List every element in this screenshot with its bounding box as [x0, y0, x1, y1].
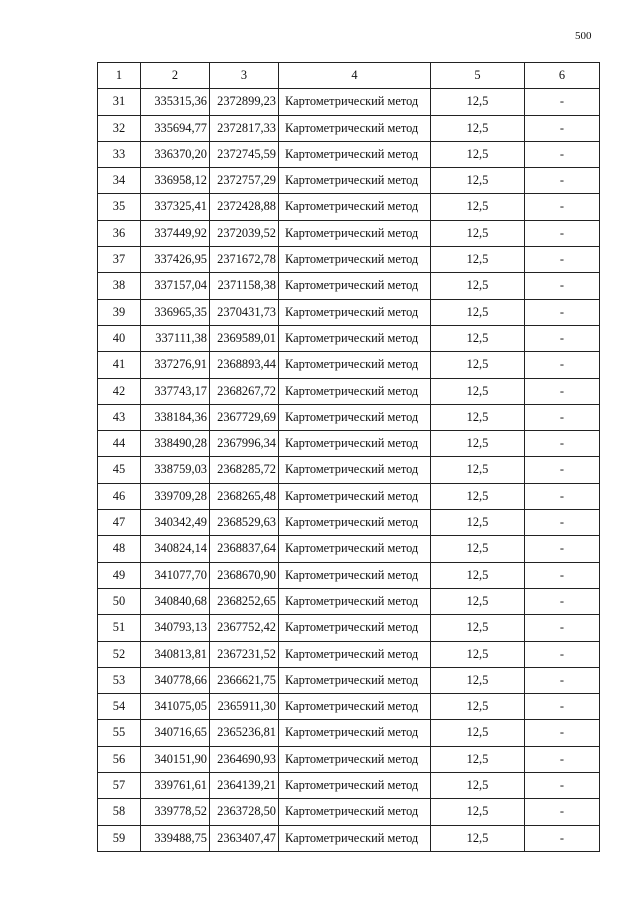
accuracy-cell: 12,5 — [431, 641, 525, 667]
y-coordinate-cell: 2367996,34 — [210, 431, 279, 457]
y-coordinate-cell: 2368670,90 — [210, 562, 279, 588]
description-cell: - — [525, 194, 600, 220]
x-coordinate-cell: 336370,20 — [141, 141, 210, 167]
accuracy-cell: 12,5 — [431, 773, 525, 799]
x-coordinate-cell: 337276,91 — [141, 352, 210, 378]
table-row — [98, 562, 600, 588]
y-coordinate-cell: 2368285,72 — [210, 457, 279, 483]
y-coordinate-cell: 2363407,47 — [210, 825, 279, 851]
table-row — [98, 378, 600, 404]
accuracy-cell: 12,5 — [431, 247, 525, 273]
table-row — [98, 299, 600, 325]
y-coordinate-cell: 2363728,50 — [210, 799, 279, 825]
x-coordinate-cell: 340151,90 — [141, 746, 210, 772]
point-number-cell: 31 — [98, 89, 141, 115]
method-cell: Картометрический метод — [279, 588, 431, 614]
description-cell: - — [525, 115, 600, 141]
y-coordinate-cell: 2372745,59 — [210, 141, 279, 167]
x-coordinate-cell: 339709,28 — [141, 483, 210, 509]
method-cell: Картометрический метод — [279, 694, 431, 720]
point-number-cell: 54 — [98, 694, 141, 720]
description-cell: - — [525, 615, 600, 641]
description-cell: - — [525, 89, 600, 115]
table-row — [98, 536, 600, 562]
point-number-cell: 51 — [98, 615, 141, 641]
x-coordinate-cell: 339761,61 — [141, 773, 210, 799]
method-cell: Картометрический метод — [279, 773, 431, 799]
y-coordinate-cell: 2372757,29 — [210, 168, 279, 194]
x-coordinate-cell: 337111,38 — [141, 325, 210, 351]
y-coordinate-cell: 2369589,01 — [210, 325, 279, 351]
accuracy-cell: 12,5 — [431, 431, 525, 457]
method-cell: Картометрический метод — [279, 720, 431, 746]
y-coordinate-cell: 2368267,72 — [210, 378, 279, 404]
x-coordinate-cell: 340793,13 — [141, 615, 210, 641]
point-number-cell: 57 — [98, 773, 141, 799]
coordinates-table-wrapper — [97, 62, 600, 852]
table-row — [98, 273, 600, 299]
point-number-cell: 48 — [98, 536, 141, 562]
point-number-cell: 58 — [98, 799, 141, 825]
point-number-cell: 39 — [98, 299, 141, 325]
y-coordinate-cell: 2365236,81 — [210, 720, 279, 746]
y-coordinate-cell: 2364690,93 — [210, 746, 279, 772]
x-coordinate-cell: 336958,12 — [141, 168, 210, 194]
column-header: 3 — [210, 63, 279, 89]
method-cell: Картометрический метод — [279, 483, 431, 509]
description-cell: - — [525, 457, 600, 483]
method-cell: Картометрический метод — [279, 168, 431, 194]
accuracy-cell: 12,5 — [431, 562, 525, 588]
y-coordinate-cell: 2368252,65 — [210, 588, 279, 614]
table-row — [98, 115, 600, 141]
x-coordinate-cell: 341077,70 — [141, 562, 210, 588]
x-coordinate-cell: 337743,17 — [141, 378, 210, 404]
point-number-cell: 43 — [98, 404, 141, 430]
table-row — [98, 615, 600, 641]
point-number-cell: 36 — [98, 220, 141, 246]
x-coordinate-cell: 338184,36 — [141, 404, 210, 430]
accuracy-cell: 12,5 — [431, 194, 525, 220]
description-cell: - — [525, 562, 600, 588]
point-number-cell: 45 — [98, 457, 141, 483]
table-row — [98, 141, 600, 167]
x-coordinate-cell: 340824,14 — [141, 536, 210, 562]
x-coordinate-cell: 340840,68 — [141, 588, 210, 614]
description-cell: - — [525, 694, 600, 720]
table-row — [98, 457, 600, 483]
point-number-cell: 34 — [98, 168, 141, 194]
point-number-cell: 41 — [98, 352, 141, 378]
method-cell: Картометрический метод — [279, 510, 431, 536]
description-cell: - — [525, 483, 600, 509]
method-cell: Картометрический метод — [279, 457, 431, 483]
method-cell: Картометрический метод — [279, 536, 431, 562]
table-row — [98, 247, 600, 273]
description-cell: - — [525, 510, 600, 536]
method-cell: Картометрический метод — [279, 562, 431, 588]
table-body — [98, 89, 600, 852]
table-row — [98, 510, 600, 536]
description-cell: - — [525, 588, 600, 614]
description-cell: - — [525, 352, 600, 378]
method-cell: Картометрический метод — [279, 115, 431, 141]
point-number-cell: 33 — [98, 141, 141, 167]
x-coordinate-cell: 340813,81 — [141, 641, 210, 667]
description-cell: - — [525, 667, 600, 693]
x-coordinate-cell: 340716,65 — [141, 720, 210, 746]
y-coordinate-cell: 2372428,88 — [210, 194, 279, 220]
y-coordinate-cell: 2368265,48 — [210, 483, 279, 509]
x-coordinate-cell: 337157,04 — [141, 273, 210, 299]
method-cell: Картометрический метод — [279, 325, 431, 351]
method-cell: Картометрический метод — [279, 352, 431, 378]
description-cell: - — [525, 378, 600, 404]
accuracy-cell: 12,5 — [431, 588, 525, 614]
table-row — [98, 168, 600, 194]
table-row — [98, 799, 600, 825]
y-coordinate-cell: 2368893,44 — [210, 352, 279, 378]
description-cell: - — [525, 168, 600, 194]
table-row — [98, 825, 600, 851]
description-cell: - — [525, 299, 600, 325]
accuracy-cell: 12,5 — [431, 510, 525, 536]
accuracy-cell: 12,5 — [431, 720, 525, 746]
description-cell: - — [525, 825, 600, 851]
description-cell: - — [525, 746, 600, 772]
method-cell: Картометрический метод — [279, 641, 431, 667]
y-coordinate-cell: 2367752,42 — [210, 615, 279, 641]
description-cell: - — [525, 220, 600, 246]
point-number-cell: 37 — [98, 247, 141, 273]
y-coordinate-cell: 2367729,69 — [210, 404, 279, 430]
method-cell: Картометрический метод — [279, 194, 431, 220]
description-cell: - — [525, 641, 600, 667]
method-cell: Картометрический метод — [279, 220, 431, 246]
table-row — [98, 746, 600, 772]
accuracy-cell: 12,5 — [431, 378, 525, 404]
table-row — [98, 404, 600, 430]
method-cell: Картометрический метод — [279, 299, 431, 325]
x-coordinate-cell: 337325,41 — [141, 194, 210, 220]
x-coordinate-cell: 339778,52 — [141, 799, 210, 825]
method-cell: Картометрический метод — [279, 667, 431, 693]
x-coordinate-cell: 341075,05 — [141, 694, 210, 720]
y-coordinate-cell: 2371672,78 — [210, 247, 279, 273]
accuracy-cell: 12,5 — [431, 89, 525, 115]
point-number-cell: 46 — [98, 483, 141, 509]
accuracy-cell: 12,5 — [431, 168, 525, 194]
x-coordinate-cell: 338759,03 — [141, 457, 210, 483]
column-header: 1 — [98, 63, 141, 89]
description-cell: - — [525, 273, 600, 299]
table-row — [98, 667, 600, 693]
point-number-cell: 47 — [98, 510, 141, 536]
point-number-cell: 53 — [98, 667, 141, 693]
y-coordinate-cell: 2371158,38 — [210, 273, 279, 299]
point-number-cell: 35 — [98, 194, 141, 220]
point-number-cell: 38 — [98, 273, 141, 299]
page-number: 500 — [575, 30, 592, 42]
method-cell: Картометрический метод — [279, 378, 431, 404]
coordinates-table — [97, 62, 600, 852]
x-coordinate-cell: 340342,49 — [141, 510, 210, 536]
accuracy-cell: 12,5 — [431, 115, 525, 141]
point-number-cell: 55 — [98, 720, 141, 746]
y-coordinate-cell: 2368837,64 — [210, 536, 279, 562]
accuracy-cell: 12,5 — [431, 615, 525, 641]
table-row — [98, 352, 600, 378]
method-cell: Картометрический метод — [279, 799, 431, 825]
x-coordinate-cell: 337449,92 — [141, 220, 210, 246]
x-coordinate-cell: 340778,66 — [141, 667, 210, 693]
table-row — [98, 773, 600, 799]
y-coordinate-cell: 2368529,63 — [210, 510, 279, 536]
accuracy-cell: 12,5 — [431, 667, 525, 693]
y-coordinate-cell: 2366621,75 — [210, 667, 279, 693]
accuracy-cell: 12,5 — [431, 352, 525, 378]
point-number-cell: 42 — [98, 378, 141, 404]
column-header: 2 — [141, 63, 210, 89]
method-cell: Картометрический метод — [279, 404, 431, 430]
table-row — [98, 483, 600, 509]
description-cell: - — [525, 404, 600, 430]
table-header-row — [98, 63, 600, 89]
accuracy-cell: 12,5 — [431, 799, 525, 825]
description-cell: - — [525, 141, 600, 167]
method-cell: Картометрический метод — [279, 825, 431, 851]
table-row — [98, 641, 600, 667]
x-coordinate-cell: 335315,36 — [141, 89, 210, 115]
point-number-cell: 52 — [98, 641, 141, 667]
y-coordinate-cell: 2372899,23 — [210, 89, 279, 115]
column-header: 5 — [431, 63, 525, 89]
accuracy-cell: 12,5 — [431, 325, 525, 351]
table-row — [98, 194, 600, 220]
point-number-cell: 44 — [98, 431, 141, 457]
column-header: 4 — [279, 63, 431, 89]
column-header: 6 — [525, 63, 600, 89]
description-cell: - — [525, 773, 600, 799]
table-row — [98, 325, 600, 351]
y-coordinate-cell: 2372817,33 — [210, 115, 279, 141]
y-coordinate-cell: 2367231,52 — [210, 641, 279, 667]
accuracy-cell: 12,5 — [431, 457, 525, 483]
point-number-cell: 56 — [98, 746, 141, 772]
accuracy-cell: 12,5 — [431, 273, 525, 299]
x-coordinate-cell: 337426,95 — [141, 247, 210, 273]
accuracy-cell: 12,5 — [431, 746, 525, 772]
accuracy-cell: 12,5 — [431, 404, 525, 430]
table-row — [98, 588, 600, 614]
table-row — [98, 89, 600, 115]
x-coordinate-cell: 338490,28 — [141, 431, 210, 457]
description-cell: - — [525, 247, 600, 273]
point-number-cell: 40 — [98, 325, 141, 351]
method-cell: Картометрический метод — [279, 141, 431, 167]
point-number-cell: 59 — [98, 825, 141, 851]
accuracy-cell: 12,5 — [431, 141, 525, 167]
accuracy-cell: 12,5 — [431, 483, 525, 509]
table-row — [98, 431, 600, 457]
description-cell: - — [525, 720, 600, 746]
method-cell: Картометрический метод — [279, 615, 431, 641]
y-coordinate-cell: 2372039,52 — [210, 220, 279, 246]
table-row — [98, 720, 600, 746]
method-cell: Картометрический метод — [279, 89, 431, 115]
method-cell: Картометрический метод — [279, 273, 431, 299]
table-row — [98, 220, 600, 246]
y-coordinate-cell: 2365911,30 — [210, 694, 279, 720]
description-cell: - — [525, 325, 600, 351]
x-coordinate-cell: 339488,75 — [141, 825, 210, 851]
method-cell: Картометрический метод — [279, 247, 431, 273]
method-cell: Картометрический метод — [279, 431, 431, 457]
x-coordinate-cell: 335694,77 — [141, 115, 210, 141]
point-number-cell: 32 — [98, 115, 141, 141]
description-cell: - — [525, 799, 600, 825]
method-cell: Картометрический метод — [279, 746, 431, 772]
description-cell: - — [525, 431, 600, 457]
y-coordinate-cell: 2364139,21 — [210, 773, 279, 799]
table-row — [98, 694, 600, 720]
accuracy-cell: 12,5 — [431, 694, 525, 720]
point-number-cell: 49 — [98, 562, 141, 588]
accuracy-cell: 12,5 — [431, 220, 525, 246]
x-coordinate-cell: 336965,35 — [141, 299, 210, 325]
description-cell: - — [525, 536, 600, 562]
accuracy-cell: 12,5 — [431, 536, 525, 562]
accuracy-cell: 12,5 — [431, 299, 525, 325]
point-number-cell: 50 — [98, 588, 141, 614]
y-coordinate-cell: 2370431,73 — [210, 299, 279, 325]
accuracy-cell: 12,5 — [431, 825, 525, 851]
